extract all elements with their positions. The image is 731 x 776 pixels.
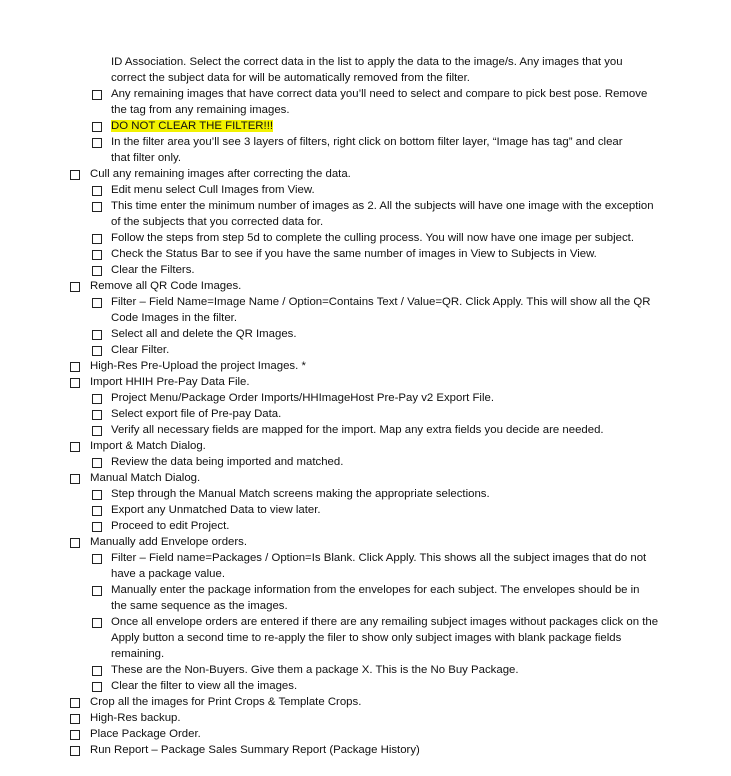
checklist-item-text: Step through the Manual Match screens making the appropriate selections. — [111, 488, 490, 500]
checklist-item-text: Remove all QR Code Images. — [90, 280, 242, 292]
checkbox-icon[interactable] — [92, 458, 102, 468]
checkbox-icon[interactable] — [92, 554, 102, 564]
checkbox-icon[interactable] — [92, 682, 102, 692]
checklist-item-text: ID Association. Select the correct data in the list to apply the data to the image/s. Any images that you — [111, 56, 623, 68]
checklist-item-text: the tag from any remaining images. — [111, 104, 290, 116]
checklist-item-text: High-Res Pre-Upload the project Images. * — [90, 360, 306, 372]
checkbox-icon[interactable] — [92, 490, 102, 500]
checkbox-icon[interactable] — [70, 378, 80, 388]
checkbox-icon[interactable] — [92, 586, 102, 596]
checklist-item-text: These are the Non-Buyers. Give them a package X. This is the No Buy Package. — [111, 664, 519, 676]
checkbox-icon[interactable] — [92, 506, 102, 516]
checklist-item-text: Proceed to edit Project. — [111, 520, 230, 532]
checkbox-icon[interactable] — [92, 250, 102, 260]
checkbox-icon[interactable] — [92, 202, 102, 212]
checkbox-icon[interactable] — [70, 362, 80, 372]
checklist-item-text: Place Package Order. — [90, 728, 201, 740]
checkbox-icon[interactable] — [92, 234, 102, 244]
checklist-item-text: Import HHIH Pre-Pay Data File. — [90, 376, 250, 388]
checkbox-icon[interactable] — [92, 394, 102, 404]
checklist-item-text: Follow the steps from step 5d to complete the culling process. You will now have one image per subject. — [111, 232, 634, 244]
checklist-item-text: Select export file of Pre-pay Data. — [111, 408, 282, 420]
checkbox-icon[interactable] — [92, 426, 102, 436]
checklist-item-text: the same sequence as the images. — [111, 600, 288, 612]
checklist-item-text: Import & Match Dialog. — [90, 440, 206, 452]
checklist-item-text: Check the Status Bar to see if you have the same number of images in View to Subjects in View. — [111, 248, 597, 260]
checklist-item-text: Manually enter the package information from the envelopes for each subject. The envelopes should be in — [111, 584, 640, 596]
checklist-item-text: Once all envelope orders are entered if there are any remailing subject images without packages click on the — [111, 616, 659, 628]
checkbox-icon[interactable] — [70, 730, 80, 740]
checkbox-icon[interactable] — [70, 538, 80, 548]
highlighted-warning: DO NOT CLEAR THE FILTER!!! — [111, 120, 274, 132]
checklist-item-text: remaining. — [111, 648, 165, 660]
checkbox-icon[interactable] — [92, 666, 102, 676]
checklist-item-text: Any remaining images that have correct data you’ll need to select and compare to pick best pose. Remove — [111, 88, 648, 100]
checkbox-icon[interactable] — [70, 698, 80, 708]
checklist-item-text: that filter only. — [111, 152, 182, 164]
checkbox-icon[interactable] — [92, 410, 102, 420]
checklist-item-text: of the subjects that you corrected data for. — [111, 216, 324, 228]
checklist-item-text: Clear Filter. — [111, 344, 170, 356]
checkbox-icon[interactable] — [70, 714, 80, 724]
checklist-item-text: correct the subject data for will be automatically removed from the filter. — [111, 72, 470, 84]
checkbox-icon[interactable] — [92, 90, 102, 100]
checkbox-icon[interactable] — [92, 330, 102, 340]
checklist-item-text: Code Images in the filter. — [111, 312, 237, 324]
checklist-item-text: Project Menu/Package Order Imports/HHImageHost Pre-Pay v2 Export File. — [111, 392, 494, 404]
checkbox-icon[interactable] — [70, 282, 80, 292]
checkbox-icon[interactable] — [92, 298, 102, 308]
checkbox-icon[interactable] — [70, 474, 80, 484]
checklist-item-text: Filter – Field name=Packages / Option=Is Blank. Click Apply. This shows all the subject images that do not — [111, 552, 647, 564]
checklist-item-text: Run Report – Package Sales Summary Report (Package History) — [90, 744, 420, 756]
checklist-item-text: Review the data being imported and matched. — [111, 456, 344, 468]
checklist-item-text: Export any Unmatched Data to view later. — [111, 504, 321, 516]
checklist-item-text: Apply button a second time to re-apply the filer to show only subject images with blank package fields — [111, 632, 622, 644]
checklist-item-text: Crop all the images for Print Crops & Template Crops. — [90, 696, 362, 708]
checkbox-icon[interactable] — [70, 442, 80, 452]
checkbox-icon[interactable] — [92, 266, 102, 276]
checklist-item-text: Manually add Envelope orders. — [90, 536, 248, 548]
checklist-item-text: Clear the Filters. — [111, 264, 195, 276]
checklist-item-text: Filter – Field Name=Image Name / Option=Contains Text / Value=QR. Click Apply. This will show all the QR — [111, 296, 651, 308]
checklist-item-text: Verify all necessary fields are mapped for the import. Map any extra fields you decide are needed. — [111, 424, 604, 436]
checkbox-icon[interactable] — [92, 618, 102, 628]
checkbox-icon[interactable] — [92, 186, 102, 196]
checklist-item-text: High-Res backup. — [90, 712, 181, 724]
checklist-item-text: In the filter area you’ll see 3 layers of filters, right click on bottom filter layer, “Image has tag” and clear — [111, 136, 623, 148]
checkbox-icon[interactable] — [92, 122, 102, 132]
checklist-item-text: Manual Match Dialog. — [90, 472, 201, 484]
checklist-item-text — [111, 118, 273, 134]
checklist-item-text: Cull any remaining images after correcting the data. — [90, 168, 351, 180]
checkbox-icon[interactable] — [70, 746, 80, 756]
checkbox-icon[interactable] — [92, 138, 102, 148]
checkbox-icon[interactable] — [92, 522, 102, 532]
checkbox-icon[interactable] — [92, 346, 102, 356]
checklist-item-text: Edit menu select Cull Images from View. — [111, 184, 315, 196]
checklist-item-text: Select all and delete the QR Images. — [111, 328, 297, 340]
checklist-item-text: have a package value. — [111, 568, 225, 580]
checkbox-icon[interactable] — [70, 170, 80, 180]
checklist-item-text: Clear the filter to view all the images. — [111, 680, 298, 692]
checklist-item-text: This time enter the minimum number of images as 2. All the subjects will have one image with the exception — [111, 200, 654, 212]
